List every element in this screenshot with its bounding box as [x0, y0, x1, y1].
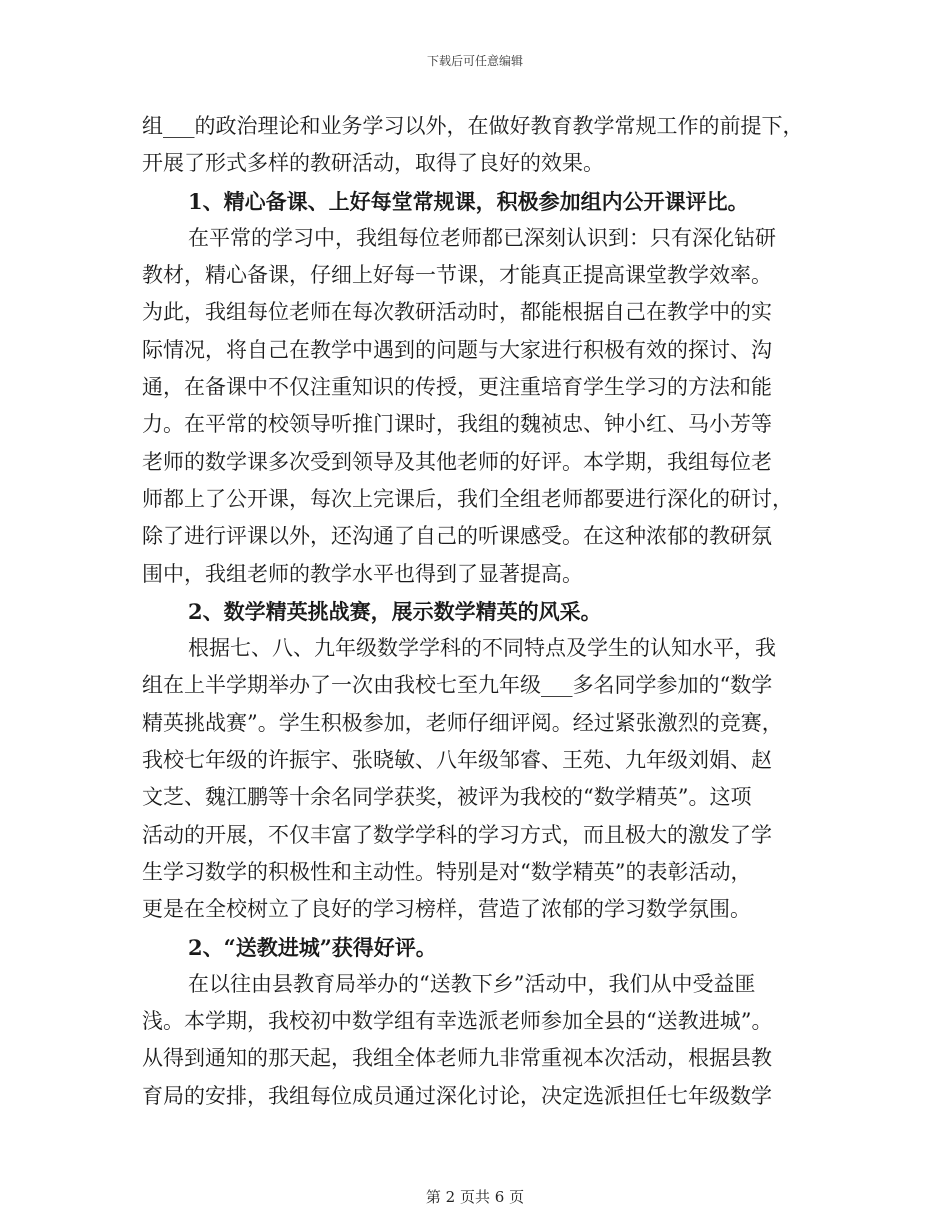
page-number: 第 2 页共 6 页	[425, 1188, 525, 1206]
text-line: 更是在全校树立了良好的学习榜样，营造了浓郁的学习数学氛围。	[142, 897, 751, 922]
text-line: 除了进行评课以外，还沟通了自己的听课感受。在这种浓郁的教研氛	[142, 524, 772, 549]
text-line: 组在上半学期举办了一次由我校七至九年级___多名同学参加的“数学	[142, 673, 773, 698]
text-line: 际情况，将自己在教学中遇到的问题与大家进行积极有效的探讨、沟	[142, 337, 772, 362]
text-line: 围中，我组老师的教学水平也得到了显著提高。	[142, 561, 583, 586]
text-line: 师都上了公开课，每次上完课后，我们全组老师都要进行深化的研讨，	[142, 486, 793, 511]
text-line: 通，在备课中不仅注重知识的传授，更注重培育学生学习的方法和能	[142, 375, 772, 400]
text-line: 在以往由县教育局举办的“送教下乡”活动中，我们从中受益匪	[188, 971, 756, 996]
text-line: 浅。本学期，我校初中数学组有幸选派老师参加全县的“送教进城”。	[142, 1009, 773, 1034]
text-line: 活动的开展，不仅丰富了数学学科的学习方式，而且极大的激发了学	[142, 822, 772, 847]
document-body	[142, 108, 812, 1115]
text-line: 育局的安排，我组每位成员通过深化讨论，决定选派担任七年级数学	[142, 1083, 772, 1108]
text-line: 精英挑战赛”。学生积极参加，老师仔细评阅。经过紧张激烈的竞赛，	[142, 710, 783, 735]
section-heading: 2、数学精英挑战赛，展示数学精英的风采。	[188, 598, 602, 624]
text-line: 开展了形式多样的教研活动，取得了良好的效果。	[142, 151, 604, 176]
section-heading: 2、“送教进城”获得好评。	[188, 934, 437, 960]
text-line: 生学习数学的积极性和主动性。特别是对“数学精英”的表彰活动，	[142, 859, 752, 884]
page-header: 下载后可任意编辑	[426, 54, 523, 68]
text-line: 为此，我组每位老师在每次教研活动时，都能根据自己在教学中的实	[142, 300, 772, 325]
text-line: 我校七年级的许振宇、张晓敏、八年级邹睿、王苑、九年级刘娟、赵	[142, 748, 772, 773]
text-line: 文芝、魏江鹏等十余名同学获奖，被评为我校的“数学精英”。这项	[142, 785, 752, 810]
text-line: 根据七、八、九年级数学学科的不同特点及学生的认知水平，我	[188, 636, 776, 661]
text-line: 组___的政治理论和业务学习以外，在做好教育教学常规工作的前提下，	[142, 114, 804, 138]
text-line: 在平常的学习中，我组每位老师都已深刻认识到：只有深化钻研	[188, 225, 776, 250]
text-line: 从得到通知的那天起，我组全体老师九非常重视本次活动，根据县教	[142, 1046, 772, 1071]
text-line: 老师的数学课多次受到领导及其他老师的好评。本学期，我组每位老	[142, 449, 772, 474]
section-heading: 1、精心备课、上好每堂常规课，积极参加组内公开课评比。	[188, 188, 749, 214]
text-line: 力。在平常的校领导听推门课时，我组的魏祯忠、钟小红、马小芳等	[142, 412, 772, 437]
text-line: 教材，精心备课，仔细上好每一节课，才能真正提高课堂教学效率。	[142, 263, 772, 288]
